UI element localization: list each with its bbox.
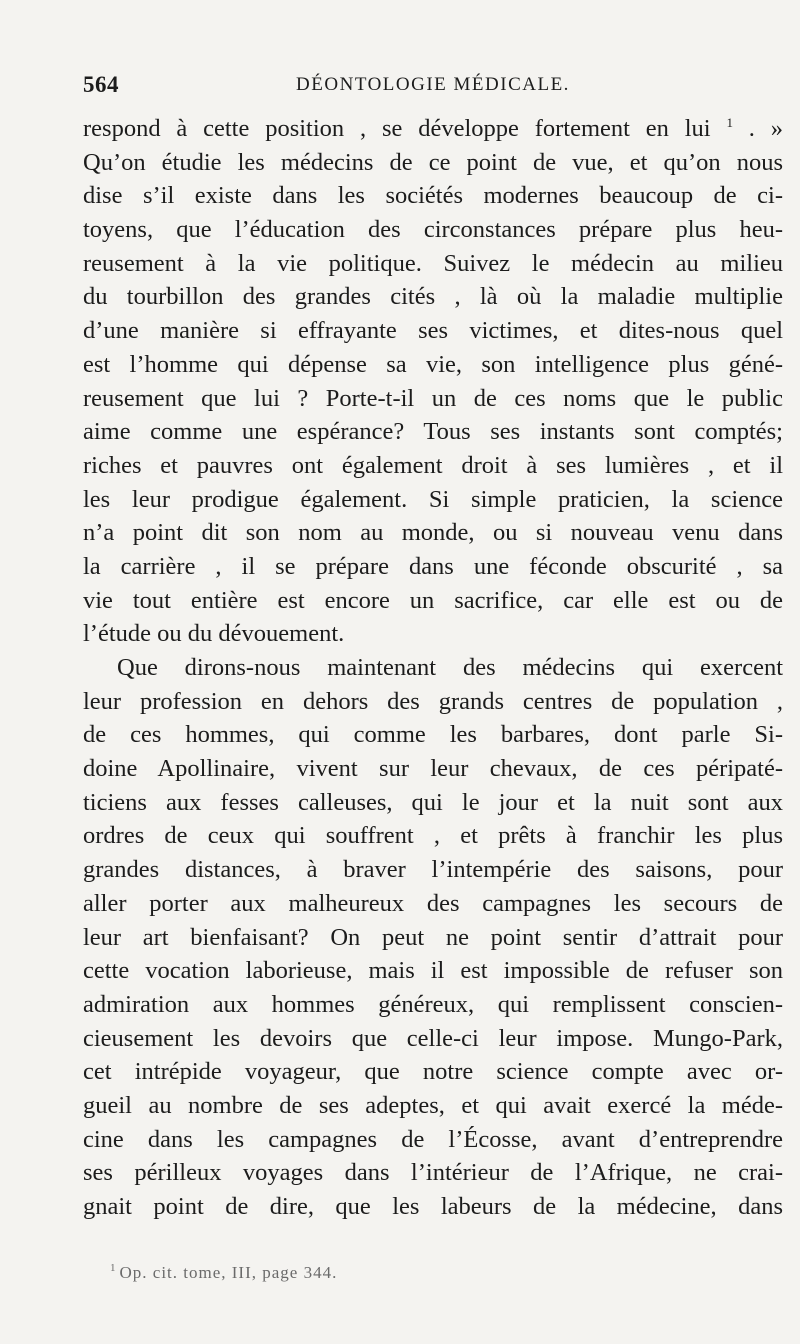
text-line: n’a point dit son nom au monde, ou si nouveau venu dans — [83, 519, 783, 547]
text-line: riches et pauvres ont également droit à ses lumières , et il — [83, 451, 783, 479]
text-line: cet intrépide voyageur, que notre science compte avec or- — [83, 1058, 783, 1086]
text-line: ses périlleux voyages dans l’intérieur de l’Afrique, ne crai- — [83, 1159, 783, 1187]
running-title: DÉONTOLOGIE MÉDICALE. — [296, 74, 570, 95]
footnote-text: Op. cit. tome, III, page 344. — [119, 1263, 338, 1282]
text-line: grandes distances, à braver l’intempérie des saisons, pour — [83, 856, 783, 884]
text-line — [83, 112, 783, 146]
text-line: cine dans les campagnes de l’Écosse, avant d’entreprendre — [83, 1125, 783, 1153]
text-line: cieusement les devoirs que celle-ci leur impose. Mungo-Park, — [83, 1024, 783, 1052]
text-line: admiration aux hommes généreux, qui remplissent conscien- — [83, 990, 783, 1018]
footnote-reference: 1 — [726, 114, 733, 130]
text-line: toyens, que l’éducation des circonstances prépare plus heu- — [83, 216, 783, 244]
text-line: d’une manière si effrayante ses victimes, et dites-nous quel — [83, 317, 783, 345]
text-line: reusement à la vie politique. Suivez le médecin au milieu — [83, 249, 783, 277]
text-line: les leur prodigue également. Si simple praticien, la science — [83, 485, 783, 513]
text-line: leur art bienfaisant? On peut ne point sentir d’attrait pour — [83, 923, 783, 951]
text-line: doine Apollinaire, vivent sur leur chevaux, de ces péripaté- — [83, 755, 783, 783]
text-line: est l’homme qui dépense sa vie, son intelligence plus géné- — [83, 350, 783, 378]
text-line: leur profession en dehors des grands centres de population , — [83, 687, 783, 715]
footnote-mark: 1 — [110, 1262, 117, 1275]
text-line: ordres de ceux qui souffrent , et prêts à franchir les plus — [83, 822, 783, 850]
text-line: reusement que lui ? Porte-t-il un de ces noms que le public — [83, 384, 783, 412]
text-line: du tourbillon des grandes cités , là où la maladie multiplie — [83, 283, 783, 311]
text-line: vie tout entière est encore un sacrifice, car elle est ou de — [83, 586, 783, 614]
text-line: la carrière , il se prépare dans une féconde obscurité , sa — [83, 552, 783, 580]
text-line: de ces hommes, qui comme les barbares, dont parle Si- — [83, 721, 783, 749]
footnote — [110, 1263, 337, 1283]
text-line: ticiens aux fesses calleuses, qui le jour et la nuit sont aux — [83, 788, 783, 816]
text-line-content: respond à cette position , se développe fortement en lui — [83, 115, 711, 142]
body-text — [83, 112, 783, 1224]
text-line: aime comme une espérance? Tous ses instants sont comptés; — [83, 418, 783, 446]
page-header — [83, 72, 783, 104]
text-line: dise s’il existe dans les sociétés modernes beaucoup de ci- — [83, 182, 783, 210]
text-line-tail: . » — [732, 115, 784, 142]
text-line-paragraph-end: l’étude ou du dévouement. — [83, 620, 345, 648]
page-number: 564 — [83, 72, 119, 97]
text-line-paragraph-start: Que dirons-nous maintenant des médecins qui exercent — [117, 654, 783, 681]
text-line: Qu’on étudie les médecins de ce point de vue, et qu’on nous — [83, 148, 783, 176]
text-line: gnait point de dire, que les labeurs de la médecine, dans — [83, 1193, 783, 1220]
text-line: cette vocation laborieuse, mais il est impossible de refuser son — [83, 957, 783, 985]
text-line: aller porter aux malheureux des campagnes les secours de — [83, 889, 783, 917]
text-line: gueil au nombre de ses adeptes, et qui avait exercé la méde- — [83, 1091, 783, 1119]
